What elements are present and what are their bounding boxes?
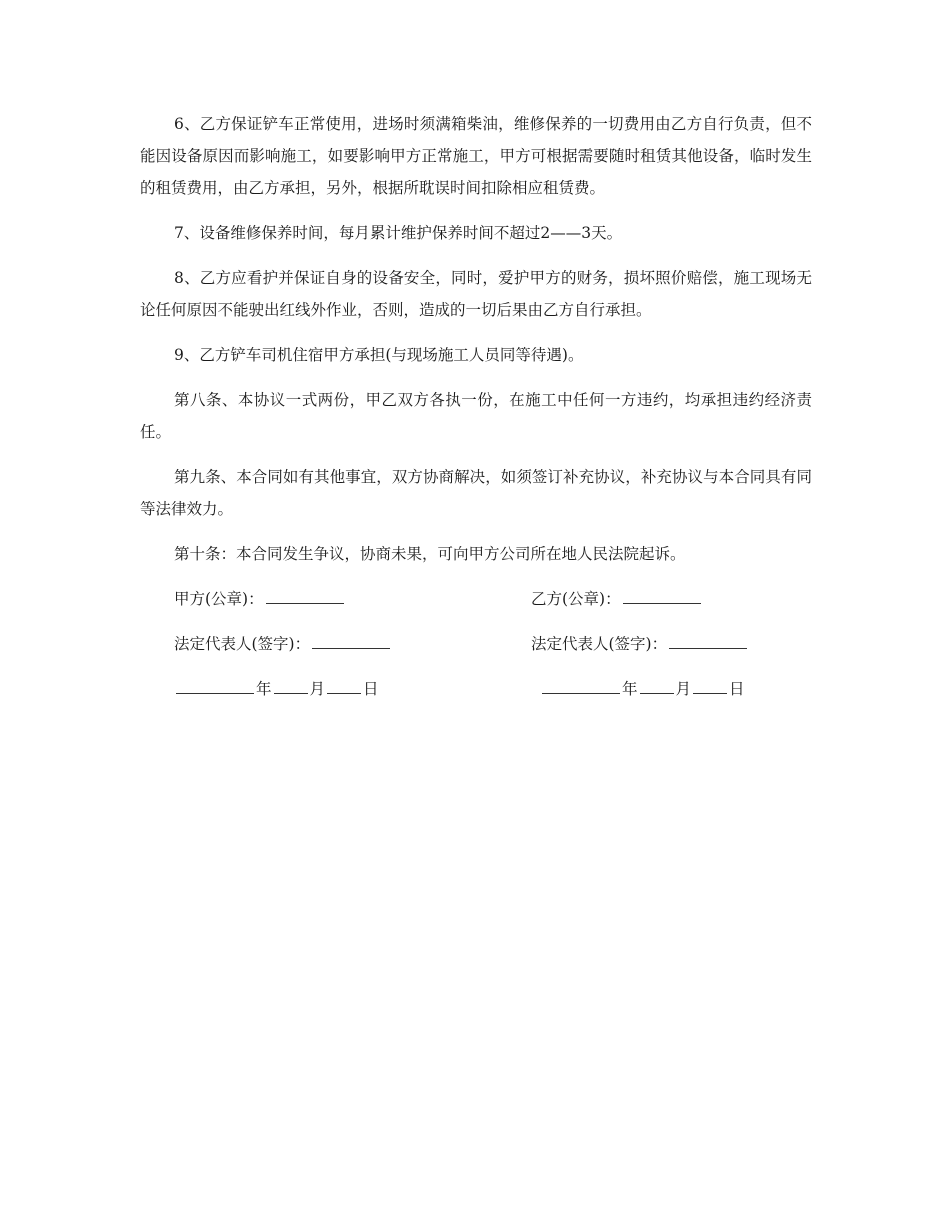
contract-body: [140, 108, 812, 718]
party-a-month-label: 月: [309, 680, 326, 698]
party-a-rep-label: 法定代表人(签字)：: [174, 635, 311, 653]
party-b-representative: [531, 628, 749, 660]
party-b-year-blank: [542, 673, 620, 694]
representative-row: [140, 628, 812, 660]
clause-7: 7、设备维修保养时间，每月累计维护保养时间不超过2——3天。: [174, 224, 623, 242]
party-b-rep-label: 法定代表人(签字)：: [531, 635, 668, 653]
party-b-rep-blank: [669, 628, 747, 649]
party-a-representative: [174, 628, 392, 660]
party-a-month-blank: [274, 673, 308, 694]
party-a-seal: [174, 583, 346, 615]
party-b-day-label: 日: [729, 680, 745, 698]
party-b-seal-blank: [623, 583, 701, 604]
clause-6: 6、乙方保证铲车正常使用，进场时须满箱柴油，维修保养的一切费用由乙方自行负责，但不能因设备原因而影响施工，如要影响甲方正常施工，甲方可根据需要随时租赁其他设备，临时发生的租赁费用，由乙方承担，另外，根据所耽误时间扣除相应租赁费。: [140, 115, 812, 197]
article-8: 第八条、本协议一式两份，甲乙双方各执一份，在施工中任何一方违约，均承担违约经济责任。: [140, 391, 812, 441]
party-b-seal: [531, 583, 703, 615]
party-a-seal-label: 甲方(公章)：: [174, 590, 264, 608]
party-a-year-label: 年: [256, 680, 272, 698]
party-b-month-label: 月: [675, 680, 692, 698]
party-b-year-label: 年: [622, 680, 638, 698]
party-a-seal-blank: [266, 583, 344, 604]
clause-9: 9、乙方铲车司机住宿甲方承担(与现场施工人员同等待遇)。: [174, 346, 584, 364]
party-a-date: [174, 673, 379, 705]
article-10: 第十条：本合同发生争议，协商未果，可向甲方公司所在地人民法院起诉。: [174, 545, 686, 563]
party-b-seal-label: 乙方(公章)：: [531, 590, 621, 608]
article-9: 第九条、本合同如有其他事宜，双方协商解决，如须签订补充协议，补充协议与本合同具有同等法律效力。: [140, 468, 812, 518]
party-a-day-label: 日: [363, 680, 379, 698]
party-b-month-blank: [640, 673, 674, 694]
party-a-day-blank: [327, 673, 361, 694]
date-row: [140, 673, 812, 705]
party-b-day-blank: [693, 673, 727, 694]
seal-row: [140, 583, 812, 615]
clause-8: 8、乙方应看护并保证自身的设备安全，同时，爱护甲方的财务，损坏照价赔偿，施工现场无论任何原因不能驶出红线外作业，否则，造成的一切后果由乙方自行承担。: [140, 269, 812, 319]
party-a-year-blank: [176, 673, 254, 694]
party-b-date: [540, 673, 745, 705]
party-a-rep-blank: [312, 628, 390, 649]
